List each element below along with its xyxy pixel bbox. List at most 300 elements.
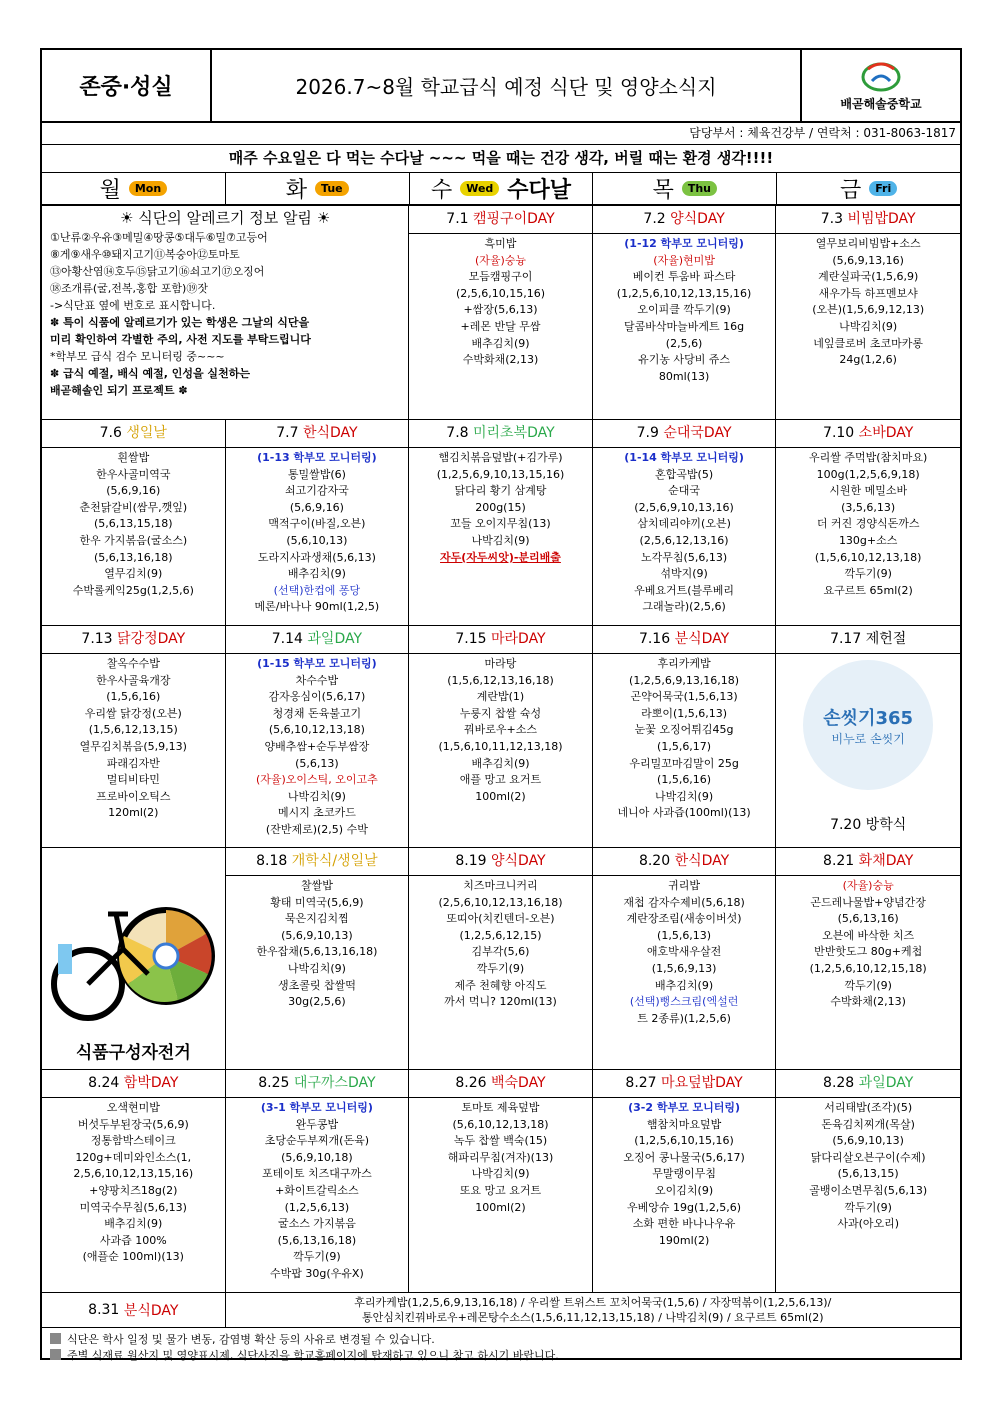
menu-items [776, 448, 960, 601]
menu-item: 우리쌀 닭강정(오븐) [84, 706, 182, 720]
menu-item: 양배추쌈+순두부쌈장 [264, 739, 370, 753]
menu-item: 완두콩밥 [295, 1117, 339, 1131]
menu-item: (1,2,5,6,9,13,16,18) [629, 673, 740, 687]
department-contact: 담당부서 : 체육건강부 / 연락처 : 031-8063-1817 [42, 123, 960, 145]
closing-ceremony: 7.20 방학식 [830, 817, 907, 833]
menu-item: (2,5,6,9,10,13,16) [634, 500, 734, 514]
last-day-row [42, 1293, 960, 1328]
menu-item: 또요 망고 요거트 [459, 1183, 542, 1197]
menu-theme: 화채DAY [858, 853, 914, 869]
weekday-badge: Mon [129, 181, 167, 196]
weekday-badge: Wed [460, 181, 499, 196]
menu-cell [409, 1070, 593, 1292]
menu-item: (5,6,10,12,13,18) [452, 1117, 549, 1131]
menu-item: 햄참치마요덮밥 [646, 1117, 722, 1131]
weekday-korean: 목 [652, 178, 674, 203]
menu-date: 7.13 [81, 631, 113, 647]
menu-items [409, 448, 592, 568]
menu-item: 120ml(2) [108, 806, 159, 820]
menu-item: 요구르트 65ml(2) [823, 583, 913, 597]
menu-item: (1,5,6,10,12,13,18) [814, 550, 922, 564]
menu-item: 흰쌀밥 [117, 451, 150, 464]
menu-items [593, 234, 776, 387]
menu-date: 7.9 [636, 425, 659, 441]
menu-date: 8.21 [823, 853, 855, 869]
allergy-line: 배곧해솔인 되기 프로젝트 ✽ [50, 384, 188, 397]
menu-theme: 양식DAY [670, 211, 725, 227]
menu-item: 네잎클로버 초코마카롱 [813, 336, 924, 350]
allergy-line: ->식단표 옆에 번호로 표시합니다. [50, 299, 216, 312]
menu-item: 닭다리 황기 삼계탕 [454, 484, 547, 498]
menu-cell [409, 626, 593, 847]
menu-item: 130g+소스 [838, 533, 898, 547]
menu-theme: 양식DAY [490, 853, 546, 869]
menu-item: 초당순두부찌개(돈육) [264, 1134, 369, 1148]
week-row-2 [42, 420, 960, 626]
week-row-5 [42, 1070, 960, 1293]
menu-item: 토마토 제육덮밥 [461, 1101, 540, 1114]
menu-items [226, 448, 409, 618]
cell-header [593, 420, 776, 448]
cell-header [42, 626, 225, 654]
menu-item: (5,6,9,16) [289, 500, 344, 514]
menu-item: 계란장조림(새송이버섯) [626, 912, 742, 926]
menu-cell [776, 1070, 960, 1292]
menu-item: 2,5,6,10,12,13,15,16) [73, 1167, 194, 1181]
cell-header [42, 420, 225, 448]
menu-item: 달콤바삭마늘바게트 16g [624, 319, 745, 333]
allergy-line: ⑧게⑨새우⑩돼지고기⑪복숭아⑫토마토 [50, 248, 240, 261]
menu-item: 후리카케밥 [657, 657, 711, 670]
menu-cell [226, 626, 410, 847]
menu-item: (5,6,9,16) [106, 484, 161, 498]
menu-item: 차수수밥 [295, 673, 339, 687]
menu-cell [226, 1070, 410, 1292]
menu-date: 7.3 [820, 211, 843, 227]
menu-items [409, 876, 592, 1013]
weekday-fri [777, 173, 960, 204]
cell-header [226, 420, 409, 448]
cell-header [593, 626, 776, 654]
menu-item: 열무보리비빔밥+소스 [815, 237, 921, 250]
menu-item: (1-14 학부모 모니터링) [624, 451, 744, 464]
weekday-header [42, 173, 960, 206]
menu-item: (5,6,10,13) [286, 533, 348, 547]
menu-items [776, 876, 960, 1013]
week-row-3 [42, 626, 960, 848]
menu-cell [593, 1070, 777, 1292]
menu-items [776, 1098, 960, 1235]
allergy-line: ⑱조개류(굴,전복,홍합 포함)⑲잣 [50, 282, 208, 295]
menu-item: (5,6,9,10,18) [281, 1150, 353, 1164]
menu-date: 8.26 [455, 1075, 487, 1091]
menu-items [409, 234, 592, 371]
menu-item: 80ml(13) [658, 369, 710, 383]
menu-item: 나박김치(9) [471, 533, 530, 547]
menu-theme: 마라DAY [490, 631, 546, 647]
menu-theme: 비빔밥DAY [847, 211, 916, 227]
menu-item: 수박화채(2,13) [830, 995, 906, 1009]
menu-item: 닭다리살오븐구이(수제) [810, 1150, 926, 1164]
menu-item: 서리태밥(조각)(5) [824, 1101, 913, 1114]
menu-item: 파래김자반 [106, 756, 160, 770]
cell-header [42, 1070, 225, 1098]
note-item: 식단은 학사 일정 및 물가 변동, 감염병 확산 등의 사유로 변경될 수 있습니다. [50, 1332, 952, 1348]
menu-item: 녹두 찹쌀 백숙(15) [453, 1134, 548, 1148]
menu-items [593, 1098, 776, 1251]
last-day-menu: 후리카케밥(1,2,5,6,9,13,16,18) / 우리쌀 트위스트 꼬치어묵국(1,5,6) / 자장떡볶이(1,2,5,6,13)/ 통안심치킨꿔바로우+레몬탕수소스(1,5,6,11,12,13,15,18) / 나박김치(9) / 요구르트 65ml(2) [354, 1296, 832, 1324]
menu-item: 도라지사과생채(5,6,13) [257, 550, 376, 564]
menu-item: 꿔바로우+소스 [463, 723, 537, 737]
menu-item: 햄김치볶음덮밥(+김가루) [438, 451, 563, 464]
menu-item: (애플순 100ml)(13) [82, 1250, 184, 1264]
menu-item: 열무김치볶음(5,9,13) [79, 739, 187, 753]
menu-item: (1,2,5,6,10,12,15,18) [809, 961, 927, 975]
menu-date: 8.18 [256, 853, 288, 869]
cell-header [593, 848, 776, 876]
menu-item: 춘천닭갈비(쌈무,깻잎) [79, 500, 188, 514]
menu-item: (1,2,5,6,10,12,13,15,16) [616, 286, 752, 300]
menu-item: +쌈장(5,6,13) [463, 303, 538, 317]
menu-item: 수박팝 30g(우유X) [270, 1266, 364, 1280]
week-row-1 [42, 206, 960, 420]
menu-item: 꼬들 오이지무침(13) [450, 517, 551, 531]
menu-item: (2,5,6) [665, 336, 703, 350]
menu-cell [776, 420, 960, 625]
menu-cell [42, 1070, 226, 1292]
menu-item: 찰옥수수밥 [106, 657, 160, 670]
menu-item: 오이피클 깍두기(9) [637, 303, 731, 317]
motto: 존중·성실 [42, 50, 212, 121]
menu-item: 한우 가지볶음(굴소스) [79, 533, 188, 547]
menu-item: 메시지 초코카드 [277, 806, 356, 820]
menu-item: (선택)뻥스크림(엑설런 [629, 995, 739, 1009]
menu-date: 7.16 [638, 631, 671, 647]
allergy-line: ①난류②우유③메밀④땅콩⑤대두⑥밀⑦고등어 [50, 231, 268, 244]
menu-item: (3-1 학부모 모니터링) [260, 1101, 373, 1114]
menu-item: 미역국수무침(5,6,13) [79, 1200, 187, 1214]
menu-item: (5,6,10,12,13,18) [268, 723, 365, 737]
menu-theme: 생일날 [126, 425, 167, 441]
menu-item: 치즈마크니커리 [463, 879, 538, 892]
menu-cell [776, 848, 960, 1069]
weekday-korean: 월 [99, 178, 121, 203]
menu-item: 나박김치(9) [471, 1167, 530, 1181]
menu-cell [226, 848, 410, 1069]
menu-item: 제주 천혜향 아직도 [454, 978, 547, 992]
notes [42, 1328, 960, 1368]
menu-item: 나박김치(9) [839, 319, 898, 333]
menu-item: (1-15 학부모 모니터링) [257, 657, 377, 670]
menu-theme: 캠핑구이DAY [473, 211, 555, 227]
menu-item: 우베요거트(블루베리 [634, 583, 735, 597]
menu-item: 오색현미밥 [106, 1101, 160, 1114]
menu-date: 8.19 [455, 853, 487, 869]
menu-item: 메론/바나나 90ml(1,2,5) [254, 600, 380, 614]
menu-item: (5,6,9,10,13) [281, 928, 353, 942]
allergy-line: ✽ 급식 예절, 배식 예절, 인성을 실천하는 [50, 367, 250, 380]
menu-item: 또띠아(치킨텐더-오븐) [446, 912, 555, 926]
menu-item: 수박화채(2,13) [462, 353, 539, 367]
menu-date: 7.2 [643, 211, 666, 227]
menu-item: 30g(2,5,6) [288, 995, 346, 1009]
allergy-info [42, 206, 409, 419]
menu-item: 유기농 사당비 쥬스 [638, 353, 731, 367]
menu-item: 100ml(2) [475, 1200, 526, 1214]
menu-item: 더 커진 경양식돈까스 [816, 517, 920, 531]
menu-items [226, 1098, 409, 1285]
cell-header [776, 206, 960, 234]
menu-item: (5,6,13,15) [837, 1167, 899, 1181]
menu-item: 정통함박스테이크 [90, 1134, 176, 1148]
menu-item: 한우잡채(5,6,13,16,18) [256, 945, 378, 959]
menu-item: (자율)오이스틱, 오이고추 [255, 773, 378, 787]
menu-items [593, 654, 776, 824]
menu-item: 베이컨 투움바 파스타 [632, 270, 736, 284]
menu-item: 생초콜릿 찹쌀떡 [277, 978, 356, 992]
menu-item: 프로바이오틱스 [96, 789, 171, 803]
menu-item: 곤드레나물밥+양념간장 [810, 895, 926, 909]
menu-item: 순대국 [668, 484, 701, 498]
weekday-korean: 금 [839, 178, 862, 203]
handwash-image: 손씻기365 비누로 손씻기 [803, 660, 933, 790]
weekday-mon [42, 173, 226, 204]
menu-items [593, 876, 776, 1029]
menu-date: 8.28 [823, 1075, 855, 1091]
menu-item: 쇠고기감자국 [285, 484, 349, 498]
school-logo [802, 50, 960, 121]
menu-item: (5,6,13,16,18) [94, 550, 173, 564]
allergy-line: ✽ 특이 식품에 알레르기가 있는 학생은 그날의 식단을 [50, 316, 310, 329]
menu-item: 애플 망고 요거트 [459, 773, 542, 787]
allergy-lines [50, 229, 400, 399]
weekday-thu [593, 173, 777, 204]
menu-item: (잔반제로)(2,5) 수박 [265, 822, 368, 836]
menu-theme: 한식DAY [674, 853, 730, 869]
cell-header [226, 848, 409, 876]
menu-date: 7.14 [271, 631, 303, 647]
cube-icon [50, 1333, 61, 1344]
menu-item: 귀리밥 [668, 879, 701, 892]
menu-item: (5,6,9,13,16) [832, 253, 904, 267]
menu-item: 100ml(2) [475, 789, 526, 803]
menu-item: 우리쌀 주먹밥(참치마요) [809, 451, 928, 464]
menu-item: +양팡치즈18g(2) [89, 1183, 178, 1197]
menu-theme: 대구까스DAY [293, 1075, 376, 1091]
menu-item: 한우사골미역국 [96, 467, 171, 481]
menu-item: 수박롤케익25g(1,2,5,6) [72, 583, 194, 597]
menu-item: 배추김치(9) [655, 978, 714, 992]
menu-theme: 백숙DAY [490, 1075, 546, 1091]
menu-item: 새우가득 하프멘보샤 [818, 286, 918, 300]
menu-item: 24g(1,2,6) [839, 353, 897, 367]
cell-header [409, 848, 592, 876]
menu-item: 깍두기(9) [844, 978, 892, 992]
weekday-korean: 화 [285, 178, 308, 203]
menu-item: 배추김치(9) [471, 756, 530, 770]
menu-items [226, 876, 409, 1013]
menu-items [42, 448, 225, 601]
menu-sheet [40, 48, 962, 1360]
food-bicycle-title: 식품구성자전거 [75, 1043, 191, 1063]
menu-cell [593, 206, 777, 419]
menu-theme: 닭강정DAY [117, 631, 186, 647]
menu-item: 까서 먹니? 120ml(13) [444, 995, 557, 1009]
menu-item: 모듬캠핑구이 [468, 270, 533, 284]
menu-item: 우베앙슈 19g(1,2,5,6) [627, 1200, 742, 1214]
food-bicycle-icon [48, 874, 218, 1034]
menu-item: (선택)한컵에 퐁당 [273, 583, 361, 597]
menu-item: (1,5,6,12,13,15) [88, 723, 178, 737]
menu-item: (5,6,13,16,18) [277, 1233, 357, 1247]
menu-item: 무말랭이무침 [652, 1167, 716, 1181]
menu-cell [409, 848, 593, 1069]
menu-items [226, 654, 409, 841]
cell-header [776, 848, 960, 876]
menu-item: (3-2 학부모 모니터링) [628, 1101, 741, 1114]
menu-item: 나박김치(9) [655, 789, 714, 803]
menu-item: 오븐에 바삭한 치즈 [822, 928, 915, 942]
menu-date: 8.27 [625, 1075, 657, 1091]
menu-item: (1-12 학부모 모니터링) [624, 237, 744, 250]
menu-item: 배추김치(9) [287, 567, 346, 581]
note-item: 주별 식재료 원산지 및 영양표시제, 식단사진을 학교홈페이지에 탑재하고 있으니 참고 하시기 바랍니다. [50, 1348, 952, 1364]
menu-item: 돈육김치찌개(목살) [821, 1117, 915, 1131]
menu-item: 120g+데미와인소스(1, [75, 1150, 192, 1164]
menu-item: 청경채 돈육불고기 [272, 706, 362, 720]
menu-item: 사과즙 100% [99, 1233, 167, 1247]
menu-item: +레몬 반달 무쌈 [460, 319, 541, 333]
weekday-wed [410, 173, 594, 204]
menu-item: 깍두기(9) [476, 961, 525, 975]
menu-item: 황태 미역국(5,6,9) [270, 895, 364, 909]
menu-item: 통밀쌀밥(6) [287, 467, 346, 481]
menu-items [593, 448, 776, 618]
menu-item: (5,6,13,16) [837, 912, 899, 926]
menu-item: 누룽지 찹쌀 슉성 [459, 706, 542, 720]
menu-theme: 마요덮밥DAY [661, 1075, 743, 1091]
slogan: 매주 수요일은 다 먹는 수다날 ~~~ 먹을 때는 건강 생각, 버릴 때는 환경 생각!!!! [42, 145, 960, 173]
allergy-line: *학부모 급식 검수 모니터링 중~~~ [50, 350, 225, 363]
menu-item: (자율)숭늉 [842, 879, 894, 892]
menu-item: 눈꽃 오징어튀김45g [634, 723, 734, 737]
menu-cell [593, 626, 777, 847]
menu-cell [776, 206, 960, 419]
menu-item: 100g(1,2,5,6,9,18) [816, 467, 920, 481]
menu-theme: 분식DAY [674, 631, 730, 647]
menu-item: 깍두기(9) [844, 567, 892, 581]
menu-item: 배추김치(9) [471, 336, 530, 350]
menu-item: 노각무침(5,6,13) [641, 550, 728, 564]
cell-header [409, 1070, 592, 1098]
cell-header: 7.17 제헌절 [776, 626, 960, 654]
weekday-korean: 수 [430, 178, 453, 203]
cell-header [593, 206, 776, 234]
allergy-line: ⑬아황산염⑭호두⑮닭고기⑯쇠고기⑰오징어 [50, 265, 265, 278]
cell-header [226, 626, 409, 654]
menu-item: 골뱅이소면무침(5,6,13) [809, 1183, 928, 1197]
menu-item: 감자옹심이(5,6,17) [268, 690, 366, 704]
menu-date: 8.25 [258, 1075, 290, 1091]
menu-item: 해파리무침(겨자)(13) [447, 1150, 554, 1164]
menu-items [42, 654, 225, 824]
menu-item: (3,5,6,13) [841, 500, 896, 514]
menu-item: (1,2,5,6,9,10,13,15,16) [436, 467, 565, 481]
menu-item: (1,2,5,6,13) [284, 1200, 350, 1214]
menu-item: (자율)숭늉 [474, 253, 527, 267]
menu-item: 굴소스 가지볶음 [277, 1217, 356, 1231]
menu-item: 깍두기(9) [844, 1200, 892, 1214]
menu-item: (1,5,6,16) [106, 690, 161, 704]
cell-header [776, 420, 960, 448]
menu-date: 7.7 [276, 425, 299, 441]
weekday-extra: 수다날 [507, 178, 572, 203]
menu-item: 한우사골육개장 [96, 673, 171, 687]
school-logo-icon [856, 59, 906, 93]
menu-item: 곤약어묵국(1,5,6,13) [630, 690, 738, 704]
menu-item: 라뽀이(1,5,6,13) [641, 706, 728, 720]
weekday-badge: Fri [869, 181, 897, 196]
menu-item: (1,2,5,6,12,15) [459, 928, 542, 942]
cell-header [593, 1070, 776, 1098]
menu-date: 8.20 [638, 853, 671, 869]
menu-cell [42, 420, 226, 625]
menu-items [776, 234, 960, 371]
menu-item: (1-13 학부모 모니터링) [257, 451, 377, 464]
menu-cell [593, 848, 777, 1069]
menu-item: 재첩 감자수제비(5,6,18) [623, 895, 745, 909]
menu-item: 배추김치(9) [104, 1217, 163, 1231]
menu-item: (2,5,6,10,15,16) [455, 286, 546, 300]
food-bicycle-cell [42, 848, 226, 1069]
menu-theme: 순대국DAY [663, 425, 732, 441]
menu-theme: 함박DAY [123, 1075, 179, 1091]
menu-item: 200g(15) [475, 500, 526, 514]
menu-item: 맥적구이(바질,오븐) [268, 517, 366, 531]
menu-item: 포테이토 치즈대구까스 [262, 1167, 372, 1181]
menu-items [409, 654, 592, 807]
cell-header [409, 420, 592, 448]
menu-theme: 미리초복DAY [473, 425, 555, 441]
menu-date: 7.6 [99, 425, 122, 441]
menu-item: (자율)현미밥 [653, 253, 715, 267]
menu-item: 오징어 콩나물국(5,6,17) [623, 1150, 745, 1164]
menu-item: (1,5,6,10,11,12,13,18) [438, 739, 563, 753]
menu-cell [593, 420, 777, 625]
week-row-4 [42, 848, 960, 1070]
menu-date: 7.15 [455, 631, 487, 647]
menu-item: 오이김치(9) [655, 1183, 714, 1197]
menu-item: 버섯두부된장국(5,6,9) [77, 1117, 189, 1131]
menu-item: 반반핫도그 80g+케첩 [814, 945, 923, 959]
menu-cell [409, 206, 593, 419]
menu-item: 네니아 사과즙(100ml)(13) [617, 806, 751, 820]
menu-date: 7.1 [446, 211, 469, 227]
menu-items [42, 1098, 225, 1268]
menu-item: 흑미밥 [484, 237, 517, 250]
menu-theme: 과일DAY [858, 1075, 914, 1091]
menu-theme: 과일DAY [307, 631, 363, 647]
menu-date: 7.10 [823, 425, 855, 441]
menu-item: 190ml(2) [658, 1233, 710, 1247]
menu-theme: 소바DAY [858, 425, 914, 441]
menu-cell [42, 626, 226, 847]
allergy-line: 미리 확인하여 각별한 주의, 사전 지도를 부탁드립니다 [50, 333, 311, 346]
menu-item: 우리밀꼬마김말이 25g [629, 756, 739, 770]
allergy-title: ☀ 식단의 알레르기 정보 알림 ☀ [120, 209, 331, 227]
cell-header [409, 206, 592, 234]
weekday-tue [226, 173, 410, 204]
